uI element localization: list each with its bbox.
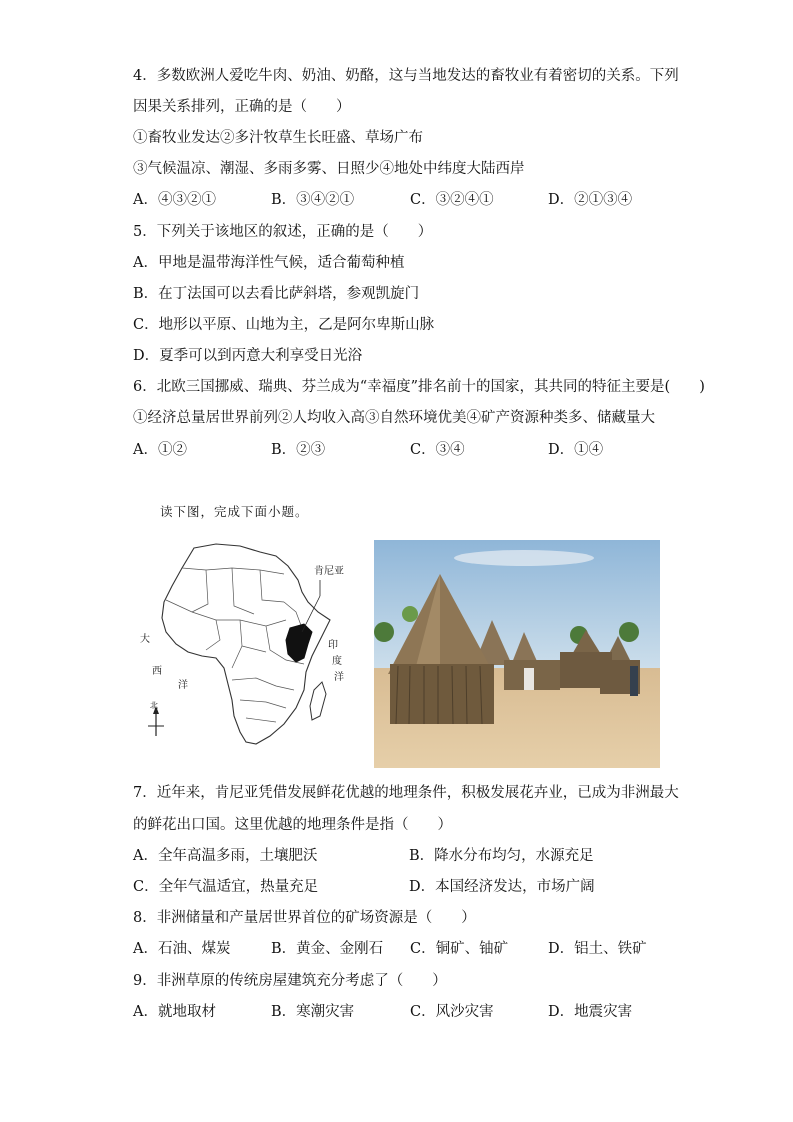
q4-option-a[interactable]: A．④③②① [133, 192, 216, 208]
q9-option-d[interactable]: D．地震灾害 [548, 1004, 633, 1020]
atlantic-char-3: 洋 [178, 680, 188, 691]
q6-option-c[interactable]: C．③④ [410, 442, 465, 458]
q9-option-b[interactable]: B．寒潮灾害 [271, 1004, 355, 1020]
q6-option-d[interactable]: D．①④ [548, 442, 604, 458]
madagascar-outline [310, 682, 326, 720]
q4-option-d[interactable]: D．②①③④ [548, 192, 633, 208]
q7-options-row1 [133, 846, 673, 866]
north-label: 北 [150, 701, 158, 710]
q5-option-b[interactable]: B．在丁法国可以去看比萨斜塔，参观凯旋门 [133, 286, 420, 302]
indian-char-3: 洋 [334, 672, 344, 683]
q4-stem-line2: 因果关系排列，正确的是（ ） [133, 99, 351, 115]
figure-intro: 读下图，完成下面小题。 [160, 504, 309, 519]
kenya-label: 肯尼亚 [314, 566, 344, 577]
q9-option-a[interactable]: A．就地取材 [133, 1004, 216, 1020]
hut-photo-drawing [374, 540, 660, 768]
q5-option-c[interactable]: C．地形以平原、山地为主，乙是阿尔卑斯山脉 [133, 317, 435, 333]
q7-option-b[interactable]: B．降水分布均匀，水源充足 [409, 848, 594, 864]
q8-stem: 8．非洲储量和产量居世界首位的矿场资源是（ ） [133, 910, 476, 926]
indian-char-1: 印 [328, 640, 338, 651]
q8-option-c[interactable]: C．铜矿、铀矿 [410, 941, 509, 957]
q4-statement-1: ①畜牧业发达②多汁牧草生长旺盛、草场广布 [133, 130, 423, 146]
q7-stem-line1: 7．近年来，肯尼亚凭借发展鲜花优越的地理条件，积极发展花卉业，已成为非洲最大 [133, 785, 679, 801]
q8-options [133, 939, 673, 959]
q6-option-b[interactable]: B．②③ [271, 442, 326, 458]
africa-map [136, 540, 360, 768]
atlantic-char-1: 大 [140, 634, 150, 645]
indian-char-2: 度 [332, 656, 342, 667]
q7-option-d[interactable]: D．本国经济发达，市场广阔 [409, 879, 595, 895]
q8-option-a[interactable]: A．石油、煤炭 [133, 941, 231, 957]
q5-option-a[interactable]: A．甲地是温带海洋性气候，适合葡萄种植 [133, 255, 405, 271]
q6-statements: ①经济总量居世界前列②人均收入高③自然环境优美④矿产资源种类多、储藏量大 [133, 410, 655, 426]
q9-option-c[interactable]: C．风沙灾害 [410, 1004, 494, 1020]
q8-option-b[interactable]: B．黄金、金刚石 [271, 941, 384, 957]
atlantic-char-2: 西 [152, 666, 162, 677]
q7-stem-line2: 的鲜花出口国。这里优越的地理条件是指（ ） [133, 817, 452, 833]
q6-stem: 6．北欧三国挪威、瑞典、芬兰成为“幸福度”排名前十的国家，其共同的特征主要是( ) [133, 379, 705, 395]
q8-option-d[interactable]: D．铝土、铁矿 [548, 941, 647, 957]
q6-option-a[interactable]: A．①② [133, 442, 187, 458]
q4-option-c[interactable]: C．③②④① [410, 192, 494, 208]
q7-options-row2 [133, 877, 673, 897]
q4-option-b[interactable]: B．③④②① [271, 192, 355, 208]
q9-stem: 9．非洲草原的传统房屋建筑充分考虑了（ ） [133, 973, 447, 989]
q5-option-d[interactable]: D．夏季可以到丙意大利享受日光浴 [133, 348, 363, 364]
hut-photo [374, 540, 660, 768]
q9-options [133, 1002, 673, 1022]
q7-option-c[interactable]: C．全年气温适宜，热量充足 [133, 879, 319, 895]
q4-statement-2: ③气候温凉、潮湿、多雨多雾、日照少④地处中纬度大陆西岸 [133, 161, 525, 177]
q5-stem: 5．下列关于该地区的叙述，正确的是（ ） [133, 224, 433, 240]
q4-stem-line1: 4．多数欧洲人爱吃牛肉、奶油、奶酪，这与当地发达的畜牧业有着密切的关系。下列 [133, 68, 679, 84]
q6-options [133, 440, 673, 460]
q7-option-a[interactable]: A．全年高温多雨，土壤肥沃 [133, 848, 318, 864]
q4-options [133, 190, 673, 210]
